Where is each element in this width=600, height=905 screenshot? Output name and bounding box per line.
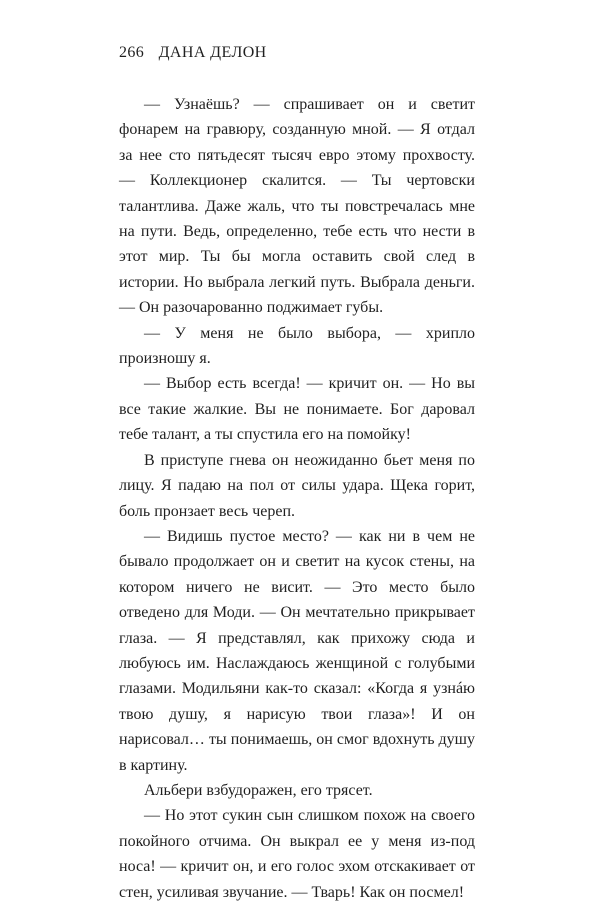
running-header [119, 44, 267, 62]
paragraph: — Видишь пустое место? — как ни в чем не бывало продолжает он и светит на кусок стены, на котором ничего не висит. — Это место было отведено для Моди. — Он мечтательно прикрывает глаза. — Я представлял, как прихожу сюда и любуюсь им. Наслаждаюсь женщиной с голубыми глазами. Модильяни как-то сказал: «Когда я узнáю твою душу, я нарисую твои глаза»! И он нарисовал… ты понимаешь, он смог вдохнуть душу в картину. [119, 527, 475, 774]
paragraph: — Узнаёшь? — спрашивает он и светит фонарем на гравюру, созданную мной. — Я отдал за нее сто пятьдесят тысяч евро этому прохвосту. — Коллекционер скалится. — Ты чертовски талантлива. Даже жаль, что ты повстречалась мне на пути. Ведь, определенно, тебе есть что нести в этот мир. Ты бы могла оставить свой след в истории. Но выбрала легкий путь. Выбрала деньги. — Он разочарованно поджимает губы. [119, 96, 475, 317]
running-title: ДАНА ДЕЛОН [158, 44, 267, 61]
body-text [119, 92, 475, 905]
paragraph: Альбери взбудоражен, его трясет. [144, 781, 373, 799]
paragraph: — Выбор есть всегда! — кричит он. — Но вы все такие жалкие. Вы не понимаете. Бог даровал тебе талант, а ты спустила его на помойку! [119, 375, 475, 444]
paragraph: — У меня не было выбора, — хрипло произношу я. [119, 324, 475, 368]
paragraph: — Но этот сукин сын слишком похож на своего покойного отчима. Он выкрал ее у меня из-под носа! — кричит он, и его голос эхом отскакивает от стен, усиливая звучание. — Тварь! Как он посмел! [119, 807, 475, 901]
page-number: 266 [119, 44, 145, 61]
paragraph: В приступе гнева он неожиданно бьет меня по лицу. Я падаю на пол от силы удара. Щека горит, боль пронзает весь череп. [119, 451, 475, 520]
